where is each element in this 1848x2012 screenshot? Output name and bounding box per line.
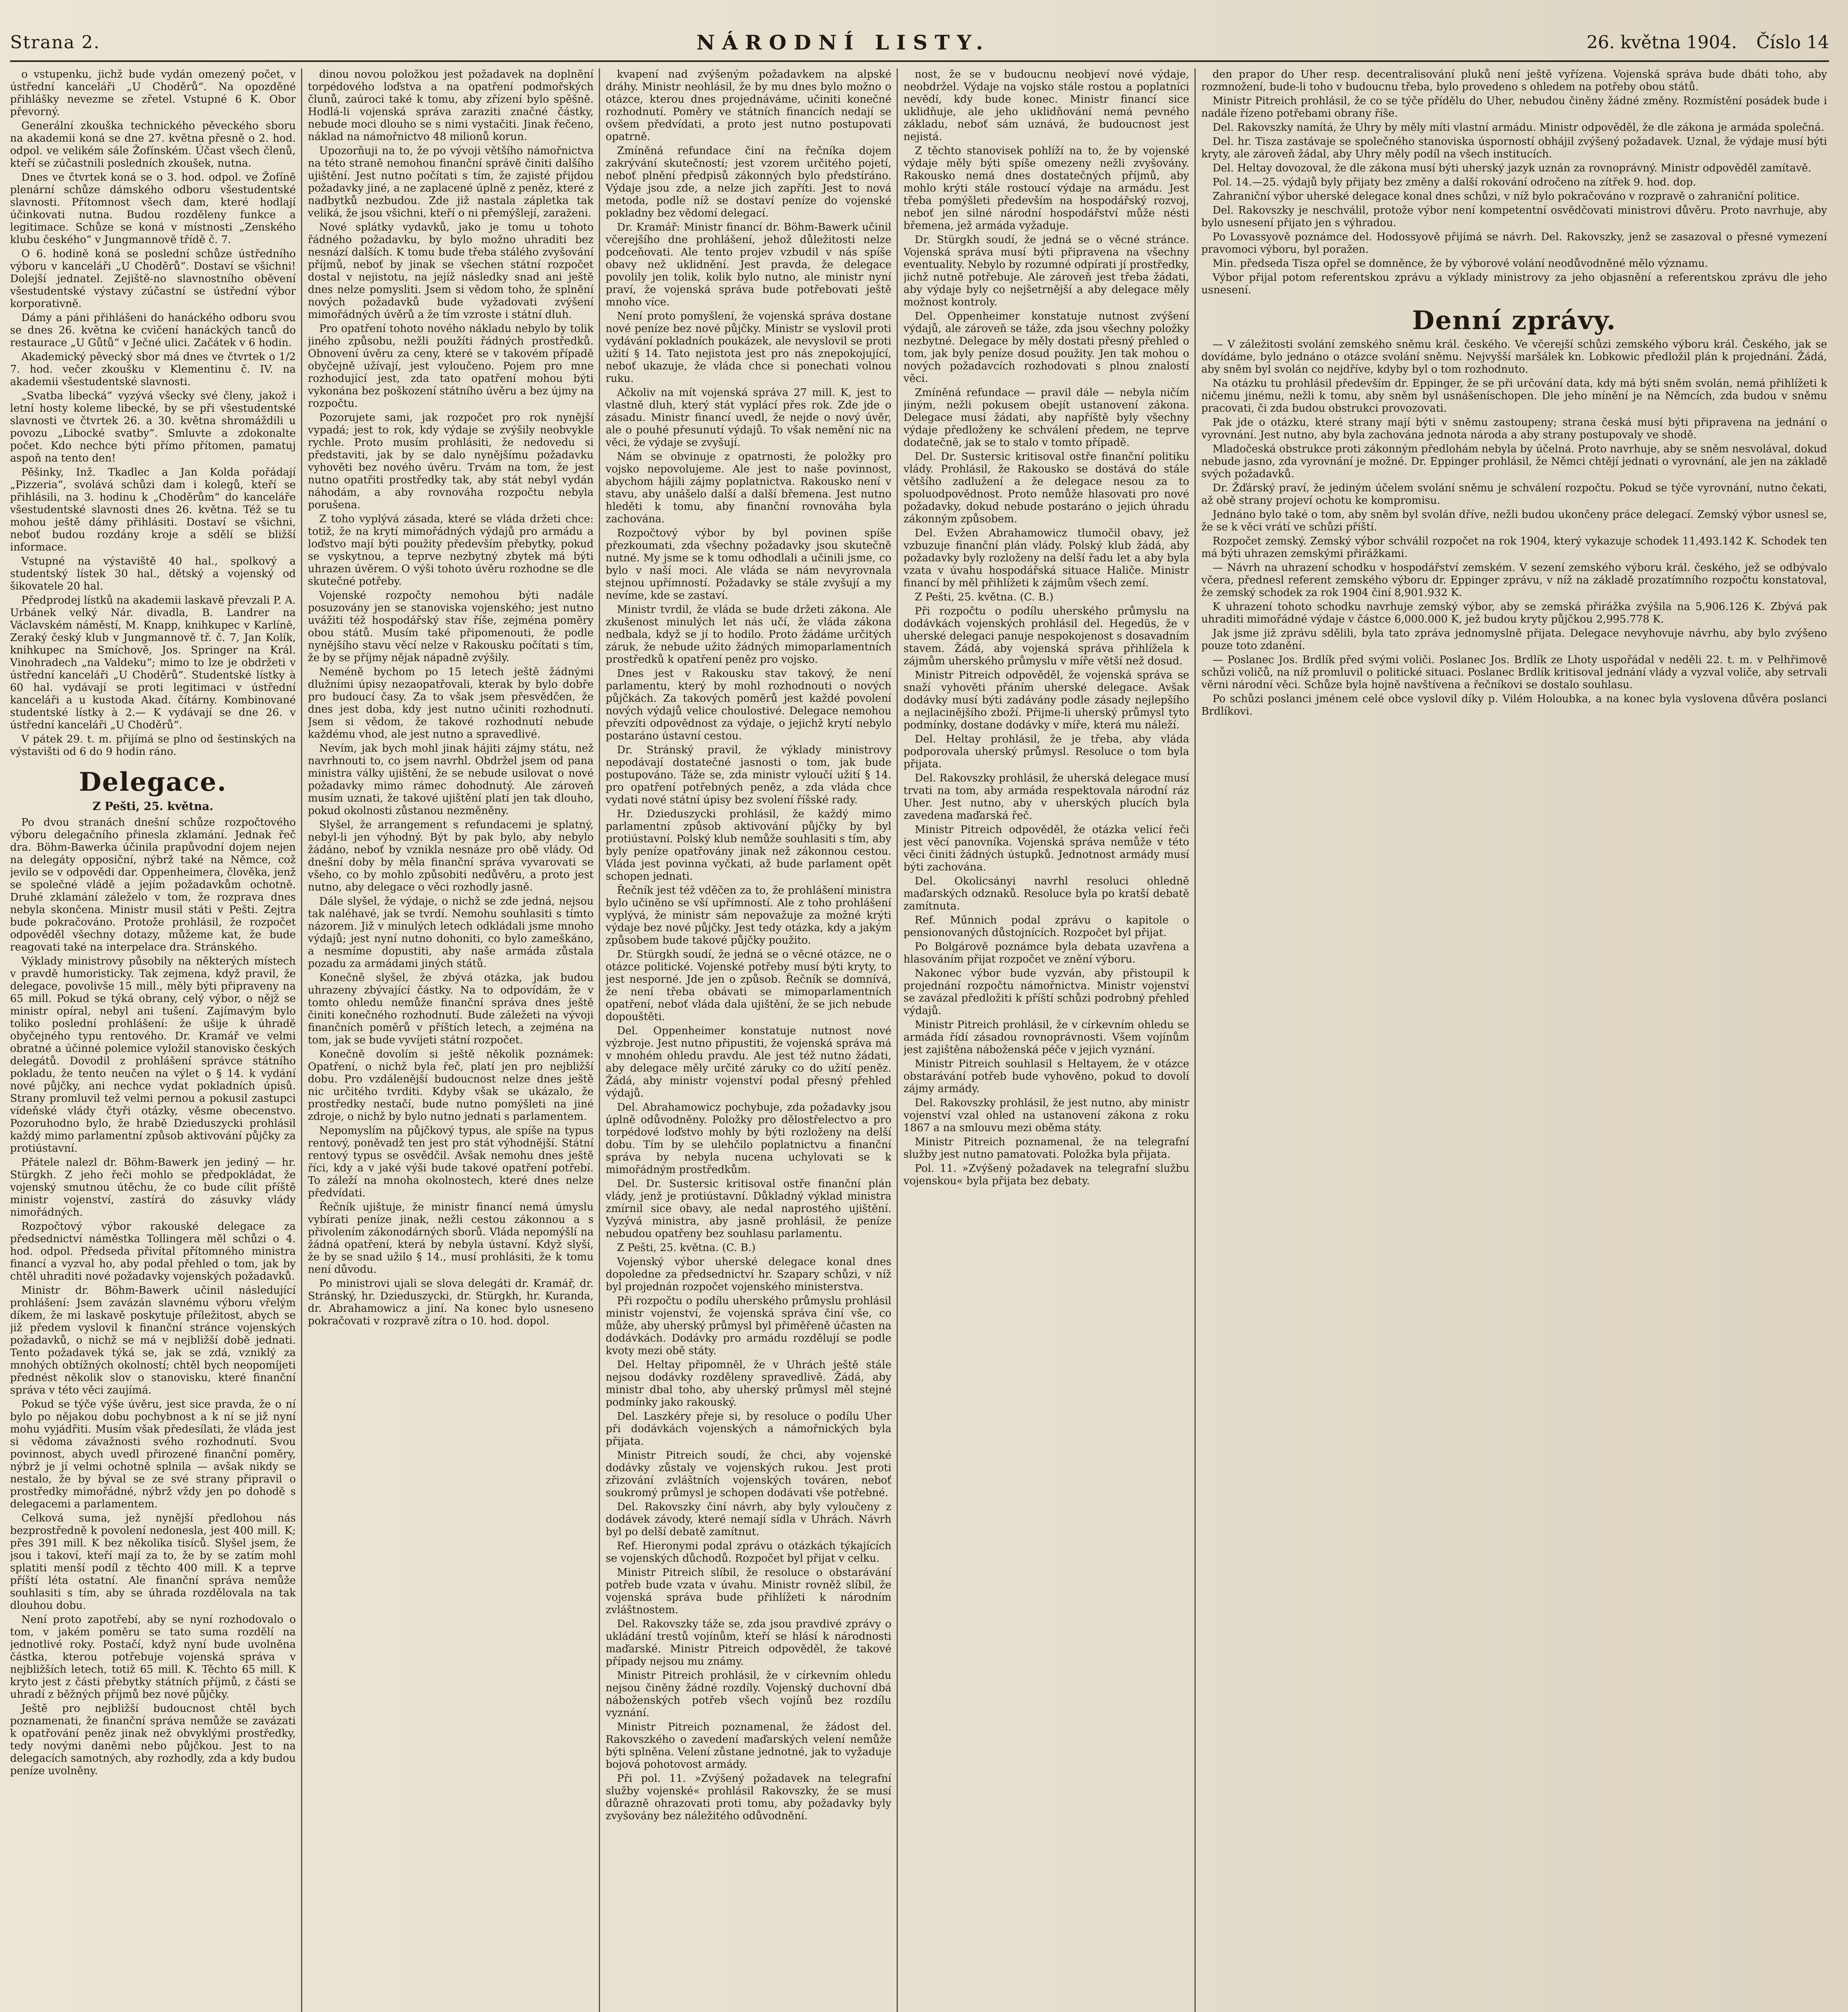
article-paragraph: Ministr Pitreich poznamenal, že na telegrafní služby jest nutno pamatovati. Položka byla přijata. — [903, 1136, 1189, 1161]
column-rule — [897, 68, 898, 2012]
article-paragraph: Ministr Pitreich prohlásil, že co se týče přídělu do Uher, nebudou činěny žádné změny. Rozmístění posádek bude i nadále řízeno potřebami obrany říše. — [1201, 95, 1827, 120]
article-paragraph: Ministr Pitreich prohlásil, že v církevním ohledu se armáda řídí zásadou rovnoprávnosti. Všem vojínům jest zajištěna náboženská péče v jejich vyznání. — [903, 1019, 1189, 1056]
article-paragraph: Výklady ministrovy působily na některých místech v pravdě humoristicky. Tak zejmena, když pravil, že delegace, povolivše 15 mill., měly býti připraveny na 65 mill. Pokud se týká obrany, celý výbor, o nějž se ministr opíral, nebyl ani tušení. Zajímavým bylo toliko poslední prohlášení: že ušije k úhradě obyčejného typu rentového. Dr. Kramář ve velmi obratné a účinné polemice vyložil stanovisko českých delegátů. Dovodil z prohlášení správce státního pokladu, že tento neučen na výlet o § 14. k vydání nové půjčky, ani nechce vydat pokladních úpisů. Strany promluvil tež velmi pernou a pokusil zastupci vídeňské vlády čtyři otázky, věsme obecenstvo. Pozoruhodno bylo, že hrabě Dzieduszycki prohlásil každý mimo parlamentní způsob aktivování půjčky za protiústavní. — [10, 955, 296, 1154]
section-title-denni-zpravy: Denní zprávy. — [1412, 305, 1617, 336]
column-5 — [1201, 68, 1827, 2012]
article-paragraph: Dr. Stürgkh soudí, že jedná se o věcné stránce. Vojenská správa musí býti připravena na všechny eventuality. Nebylo by rozumné odpírati jí prostředky, jichž nutně potřebuje. Ale zároveň jest třeba žádati, aby výdaje byly co nejšetrnější a aby delegace měly možnost kontroly. — [903, 234, 1189, 308]
article-paragraph: Del. Rakovszky prohlásil, že uherská delegace musí trvati na tom, aby armáda respektovala národní ráz Uher. Jest nutno, aby v uherských plucích byla zavedena maďarská řeč. — [903, 772, 1189, 822]
article-paragraph: Nevím, jak bych mohl jinak hájiti zájmy státu, než navrhnouti to, co jsem navrhl. Obdržel jsem od pana ministra války ujištění, že se nebude usilovat o nové požadavky mimo rámec dohodnutý. Ale zároveň musím uznati, že takové ujištění platí jen tak dlouho, pokud okolnosti zůstanou nezměněny. — [308, 742, 594, 817]
article-paragraph: Ačkoliv na mít vojenská správa 27 mill. K, jest to vlastně dluh, který stát vyplácí přes rok. Zde jde o zásadu. Ministr financí uvedl, že nejde o nový úvěr, ale o pouhé přesunutí výdajů. To však nemění nic na věci, že výdaje se zvyšují. — [606, 387, 891, 449]
article-paragraph: Generální zkouška technického pěveckého sboru na akademii koná se dne 27. května přesně o 2. hod. odpol. ve velikém sále Žofínském. Účast všech členů, kteří se zúčastnili posledních zkoušek, nutna. — [10, 120, 296, 169]
article-paragraph: V pátek 29. t. m. přijímá se plno od šestinských na výstavišti od 6 do 9 hodin ráno. — [10, 733, 296, 758]
article-paragraph: Ministr Pitreich slíbil, že resoluce o obstarávání potřeb bude vzata v úvahu. Ministr rovněž slíbil, že vojenská správa bude přihlížeti k národním zvláštnostem. — [606, 1567, 891, 1616]
article-paragraph: Vojenský výbor uherské delegace konal dnes dopoledne za předsednictví hr. Szapary schůzi, v níž byl projednán rozpočet vojenského ministerstva. — [606, 1256, 891, 1293]
article-paragraph: Ministr Pitreich odpověděl, že otázka velicí řeči jest věcí panovníka. Vojenská správa nemůže v této věci činiti žádných ústupků. Jednotnost armády musí býti zachována. — [903, 824, 1189, 873]
article-paragraph: Po ministrovi ujali se slova delegáti dr. Kramář, dr. Stránský, hr. Dzieduszycki, dr. Stürgkh, hr. Kuranda, dr. Abrahamowicz a jiní. Na konec bylo usneseno pokračovati v rozpravě zítra o 10. hod. dopol. — [308, 1278, 594, 1327]
issue-number: Číslo 14 — [1756, 32, 1829, 53]
article-paragraph: „Svatba libecká“ vyzývá všecky své členy, jakož i letní hosty koleme libecké, by se při všestudentské slavnosti ve čtvrtek 26. a 30. května shromáždili u povozu „Libocké svatby“. Smluvte a zdokonalte počet. Kdo nechce býti přímo přítomen, pamatuj aspoň na tento den! — [10, 390, 296, 464]
page-number: Strana 2. — [10, 32, 100, 53]
article-paragraph: Pak jde o otázku, které strany mají býti v sněmu zastoupeny; strana česká musí býti připravena na jednání o vyrovnání. Jest nutno, aby byla zachována jednota národa a aby strany postupovaly ve shodě. — [1201, 416, 1827, 441]
masthead-title: NÁRODNÍ LISTY. — [696, 30, 990, 54]
article-paragraph: Dr. Stránský pravil, že výklady ministrovy nepodávají dostatečné jasnosti o tom, jak bude postupováno. Táže se, zda ministr vyloučí užití § 14. pro opatření potřebných peněz, a zda vláda chce vydati nové státní úpisy bez svolení říšské rady. — [606, 744, 891, 806]
column-2 — [308, 68, 594, 2012]
article-paragraph: Zmíněná refundace — pravil dále — nebyla ničím jiným, nežli pokusem obejít ustanovení zákona. Delegace musí žádati, aby napříště byly všechny výdaje předloženy ke schválení předem, ne teprve dodatečně, jak se to stalo v tomto případě. — [903, 387, 1189, 449]
article-paragraph: Dr. Žďárský praví, že jediným účelem svolání sněmu je schválení rozpočtu. Pokud se týče vyrovnání, nutno čekati, až obě strany projeví ochotu ke kompromisu. — [1201, 482, 1827, 507]
page-header — [10, 28, 1829, 56]
article-paragraph: Předprodej lístků na akademii laskavě převzali P. A. Urbánek velký Nár. divadla, B. Landrer na Václavském náměstí, M. Knapp, knihkupec v Karlíně, Zeraký český klub v Jungmannově tř. č. 7, Jan Kolík, knihkupec na Smíchově, Jos. Springer na Král. Vinohradech „na Valdeku“; mimo to lze je obdržeti v ústřední kanceláři „U Choděrů“. Studentské lístky à 60 hal. vydávají se proti legitimaci v ústřední kanceláři a u kustoda Akad. čítárny. Kombinované studentské lístky à 2.— K vydávají se dne 26. v ústřední kanceláři „U Choděrů“. — [10, 594, 296, 731]
column-2-articles — [308, 68, 594, 1328]
article-paragraph: Slyšel, že arrangement s refundacemi je splatný, nebyl-li jen výhodný. Být by pak bylo, aby nebylo žádáno, neboť by vznikla nesnáze pro obě vlády. Od dnešní doby by měla finanční správa vyvarovati se všeho, co by mohlo způsobiti nedůvěru, a proto jest nutno, aby delegace o věci rozhodly jasně. — [308, 819, 594, 893]
article-paragraph: o vstupenku, jichž bude vydán omezený počet, v ústřední kanceláři „U Choděrů“. Na opozděné přihlášky nevezme se zřetel. Vstupné 6 K. Obor převorný. — [10, 68, 296, 118]
article-paragraph: Vstupné na výstaviště 40 hal., spolkový a studentský lístek 30 hal., dětský a vojenský od šikovatele 20 hal. — [10, 555, 296, 592]
article-paragraph: Akademický pěvecký sbor má dnes ve čtvrtek o 1/2 7. hod. večer zkoušku v Klementinu č. IV. na akademii všestudentské slavnosti. — [10, 351, 296, 388]
article-paragraph: O 6. hodině koná se poslední schůze ústředního výboru v kanceláři „U Choděrů“. Dostaví se všichni! Dolejší jednatel. Zejiště-no slavnostního oběvení všestudentské výstavy zúčastní se ústřední výbor korporativně. — [10, 248, 296, 310]
article-paragraph: Zahraniční výbor uherské delegace konal dnes schůzi, v níž bylo pokračováno v rozpravě o zahraniční politice. — [1213, 190, 1800, 202]
article-paragraph: Výbor přijal potom referentskou zprávu a výklady ministrovy za jeho objasnění a referentskou zprávu dle jeho usnesení. — [1201, 272, 1827, 296]
column-4 — [903, 68, 1189, 2012]
article-paragraph: Dnes ve čtvrtek koná se o 3. hod. odpol. ve Žofíně plenární schůze dámského odboru všestudentské slavnosti. Přítomnost všech dam, které hodlají účinkovati nutna. Budou rozděleny funkce a legitimace. Schůze se koná v místnosti „Zenského klubu českého“ v Jungmannově třídě č. 7. — [10, 171, 296, 246]
article-paragraph: Pěšinky, Inž. Tkadlec a Jan Kolda pořádají „Pizzeria“, svolává schůzi dam i kolegů, kteří se přihlásili, na 3. hodinu k „Choděrům“ do kanceláře všestudentské slavnosti dnes 26. května. Též se tu mohou ještě dámy přihlásiti. Dostaví se všichni, neboť budou rozdány kroje a sdělí se bližší informace. — [10, 466, 296, 553]
article-paragraph: Z Pešti, 25. května. (C. B.) — [617, 1242, 756, 1254]
article-paragraph: Ministr tvrdil, že vláda se bude držeti zákona. Ale zkušenost minulých let nás učí, že vláda zákona nedbala, když se jí to hodilo. Proto žádáme určitých záruk, že nebude užito žádných mimoparlamentních prostředků k opatření peněz pro vojsko. — [606, 604, 891, 666]
article-paragraph: dinou novou položkou jest požadavek na doplnění torpédového loďstva a na opatření podmořských člunů, zaúroci také k tomu, aby zřízení bylo spěšně. Hodlá-li vojenská správa zaraziti značné částky, nebude moci dlouho se s nimi vystačiti. Jinak řečeno, náklad na námořnictvo 48 milionů korun. — [308, 68, 594, 143]
article-paragraph: Jak jsme již zprávu sdělili, byla tato zpráva jednomyslně přijata. Delegace nevyhovuje návrhu, aby bylo zvýšeno pouze toto zdanění. — [1201, 627, 1827, 652]
column-rule — [599, 68, 600, 2012]
article-paragraph: Nové splátky vydavků, jako je tomu u tohoto řádného požadavku, by bylo možno uhraditi bez nesnází dalších. K tomu bude třeba stálého zvyšování příjmů, neboť by jinak se všechen státní rozpočet dostal v nejistotu, na jejíž následky snad ani ještě dnes nelze pomysliti. Jsem si vědom toho, že splnění nových požadavků bude vyžadovati zvýšení mimořádných úvěrů a že tím vzroste i státní dluh. — [308, 221, 594, 321]
article-paragraph: Při rozpočtu o podílu uherského průmyslu na dodávkách vojenských prohlásil del. Hegedüs, že v uherské delegaci panuje nespokojenost s dosavadním stavem. Žádá, aby vojenská správa přihlížela k zájmům uherského průmyslu v míře větší než dosud. — [903, 605, 1189, 667]
article-paragraph: Mladočeská obstrukce proti zákonným předlohám nebyla by účelná. Proto navrhuje, aby se sněm nesvolával, dokud nebude jasno, zda vyrovnání je možné. Dr. Eppinger prohlásil, že Němci chtějí jednati o vyrovnání, ale jen na základě svých požadavků. — [1201, 443, 1827, 480]
article-paragraph: Ref. Műnnich podal zprávu o kapitole o pensionovaných důstojnících. Rozpočet byl přijat. — [903, 914, 1189, 939]
article-paragraph: Nepomyslím na půjčkový typus, ale spíše na typus rentový, poněvadž ten jest pro stát výhodnější. Státní rentový typus se osvědčil. Avšak nemohu dnes ještě říci, kdy a v jaké výši bude takové opatření potřebí. To záleží na mnoha okolnostech, které dnes nelze předvídati. — [308, 1125, 594, 1199]
article-paragraph: Přátele nalezl dr. Böhm-Bawerk jen jediný — hr. Stürgkh. Z jeho řeči mohlo se předpokládat, že vojenský smutnou útěchu, že co bude cílit příště ministr vojenství, zastírá do zásuvky vlády nimořádných. — [10, 1156, 296, 1218]
article-paragraph: Del. Heltay dovozoval, že dle zákona musí býti uherský jazyk uznán za rovnoprávný. Ministr odpověděl zamítavě. — [1213, 162, 1811, 174]
article-paragraph: Dámy a páni přihlášeni do hanáckého odboru svou se dnes 26. května ke cvičení hanáckých tanců do restaurace „U Gůtů“ v Ječné ulici. Začátek v 6 hodin. — [10, 312, 296, 349]
article-paragraph: nost, že se v budoucnu neobjeví nové výdaje, neobdržel. Výdaje na vojsko stále rostou a poplatníci nevědí, kdy bude konec. Ministr financí sice uklidňuje, ale jeho uklidňování nemá pevného základu, neboť sám uznává, že budoucnost jest nejistá. — [903, 68, 1189, 143]
article-paragraph: Konečně slyšel, že zbývá otázka, jak budou uhrazeny zbývající částky. Na to odpovídám, že v tomto ohledu nemůže finanční správa dnes ještě činiti konečného rozhodnutí. Bude záležeti na vývoji finančních poměrů v příštích letech, a zejména na tom, jak se bude vyvíjeti státní rozpočet. — [308, 972, 594, 1046]
article-paragraph: Dále slyšel, že výdaje, o nichž se zde jedná, nejsou tak naléhavé, jak se tvrdí. Nemohu souhlasiti s tímto názorem. Již v minulých letech odkládali jsme mnoho výdajů; jest nyní nutno dohoniti, co bylo zameškáno, a nesmíme dopustiti, aby naše armáda zůstala pozadu za armádami jiných států. — [308, 895, 594, 970]
article-paragraph: — Poslanec Jos. Brdlík před svými voliči. Poslanec Jos. Brdlík ze Lhoty uspořádal v neděli 22. t. m. v Pelhřimově schůzi voličů, na níž promluvil o politické situaci. Poslanec Brdlík kritisoval jednání vlády a vyzval voliče, aby setrvali věrni národní věci. Schůze byla hojně navštívena a řečníkovi se dostalo souhlasu. — [1201, 654, 1827, 691]
article-paragraph: Při rozpočtu o podílu uherského průmyslu prohlásil ministr vojenství, že vojenská správa činí vše, co může, aby uherský průmysl byl přiměřeně účasten na dodávkách. Dodávky pro armádu rozdělují se podle kvoty mezi obě státy. — [606, 1295, 891, 1357]
article-paragraph: Rozpočtový výbor rakouské delegace za předsednictví náměstka Tollingera měl schůzi o 4. hod. odpol. Předseda přivítal přítomného ministra financí a vyzval ho, aby podal přehled o tom, jak by chtěl uhraditi nové požadavky vojenských požadavků. — [10, 1220, 296, 1282]
article-paragraph: kvapení nad zvýšeným požadavkem na alpské dráhy. Ministr neohlásil, že by mu dnes bylo možno o otázce, kterou dnes projednáváme, učiniti konečné rozhodnutí. Poměry ve státních financích nedají se ovšem předvídati, a proto jest nutno postupovati opatrně. — [606, 68, 891, 143]
article-paragraph: Min. předseda Tisza opřel se domněnce, že by výborové volání neodůvodněné mělo významu. — [1213, 258, 1708, 270]
article-paragraph: Hr. Dzieduszycki prohlásil, že každý mimo parlamentní způsob aktivování půjčky by byl protiústavní. Polský klub nemůže souhlasiti s tím, aby byly peníze opatřovány jinak než zákonnou cestou. Vláda jest povinna vyčkati, až bude parlament opět schopen jednati. — [606, 808, 891, 882]
column-4-articles — [903, 68, 1189, 1187]
article-paragraph: Del. Rakovszky táže se, zda jsou pravdivé zprávy o ukládání trestů vojínům, kteří se hlásí k národnosti maďarské. Ministr Pitreich odpověděl, že takové případy nejsou mu známy. — [606, 1618, 891, 1668]
article-paragraph: Zmíněná refundace činí na řečníka dojem zakrývání skutečností; jest vzorem určitého pojetí, neboť plnění předpisů zákonných bylo předstíráno. Výdaje jsou zde, a nelze jich zapříti. Jest to nová metoda, podle níž se dostaví peníze do vojenské pokladny bez vědomí delegací. — [606, 145, 891, 219]
article-paragraph: Z toho vyplývá zásada, které se vláda držeti chce: totiž, že na krytí mimořádných výdajů pro armádu a loďstvo mají býti použity především přebytky, pokud se vyskytnou, a teprve nezbytný zbytek má býti uhrazen úvěrem. O výši tohoto úvěru rozhodne se dle skutečné potřeby. — [308, 513, 594, 588]
article-paragraph: Rozpočet zemský. Zemský výbor schválil rozpočet na rok 1904, který vykazuje schodek 11,493.142 K. Schodek ten má býti uhrazen zemskými přirážkami. — [1201, 535, 1827, 560]
article-paragraph: K uhrazení tohoto schodku navrhuje zemský výbor, aby se zemská přirážka zvýšila na 5,906.126 K. Zbývá pak uhraditi mimořádné výdaje v částce 6,000.000 K, jež budou kryty půjčkou 2,995.778 K. — [1201, 601, 1827, 625]
column-3-articles — [606, 68, 891, 1822]
header-right — [1586, 32, 1829, 53]
article-paragraph: Del. Oppenheimer konstatuje nutnost zvýšení výdajů, ale zároveň se táže, zda jsou všechny položky nezbytné. Delegace by měly dostati přesný přehled o tom, jak byly peníze dosud použity. Jen tak mohou o nových požadavcích rozhodovati s plnou znalostí věci. — [903, 310, 1189, 385]
issue-date: 26. května 1904. — [1586, 32, 1737, 53]
article-paragraph: Dr. Kramář: Ministr financí dr. Böhm-Bawerk učinil včerejšího dne prohlášení, jehož důležitosti nelze podceňovati. Ale tento projev vzbudil v nás spíše obavy než uklidnění. Jest pravda, že delegace povolily jen tolik, kolik bylo nutno, ale ministr nyní praví, že vojenská správa bude potřebovati ještě mnoho více. — [606, 221, 891, 308]
article-paragraph: Dr. Stürgkh soudí, že jedná se o věcné otázce, ne o otázce politické. Vojenské potřeby musí býti kryty, to jest nesporné. Jde jen o způsob. Řečník se domnívá, že není třeba obávati se mimoparlamentních opatření, neboť vláda dala ujištění, že se jich nebude dopouštěti. — [606, 948, 891, 1023]
article-paragraph: Del. Oppenheimer konstatuje nutnost nové výzbroje. Jest nutno připustiti, že vojenská správa má v mnohém ohledu pravdu. Ale jest též nutno žádati, aby delegace měly určité záruky co do užití peněz. Žádá, aby ministr vojenství podal přesný přehled výdajů. — [606, 1025, 891, 1099]
article-paragraph: — Návrh na uhrazení schodku v hospodářství zemském. V sezení zemského výboru král. českého, jež se odbývalo včera, přednesl referent zemského výboru dr. Eppinger zprávu, v níž na základě prozatímního rozpočtu konstatoval, že zemský schodek za rok 1904 činí 8,901.932 K. — [1201, 562, 1827, 599]
article-paragraph: Po schůzi poslanci jménem celé obce vyslovil díky p. Vilém Holoubka, a na konec byla vyslovena důvěra poslanci Brdlíkovi. — [1201, 693, 1827, 717]
article-paragraph: Del. Heltay prohlásil, že je třeba, aby vláda podporovala uherský průmysl. Resoluce o tom byla přijata. — [903, 733, 1189, 770]
article-paragraph: Pozorujete sami, jak rozpočet pro rok nynější vypadá; jest to rok, kdy výdaje se zvýšily neobvykle rychle. Proto musím prohlásiti, že nedovedu si představiti, jak by se dalo nynějšímu požadavku vyhověti bez nového úvěru. Trvám na tom, že jest nutno opatřiti prostředky tak, aby stát nebyl vydán náhodám, a aby rovnováha rozpočtu nebyla porušena. — [308, 412, 594, 511]
article-paragraph: Řečník ujištuje, že ministr financí nemá úmyslu vybírati peníze jinak, nežli cestou zákonnou a s přivolením zákonodárných sborů. Vláda nepomýšlí na žádná opatření, která by nebyla ústavní. Když slyší, že by se snad užilo § 14., musí prohlásiti, že k tomu není důvodu. — [308, 1201, 594, 1276]
article-paragraph: Del. Dr. Sustersic kritisoval ostře finanční plán vlády, jenž je protiústavní. Důkladný výklad ministra zmírnil sice obavy, ale nedal naprostého ujištění. Vyzývá ministra, aby jasně prohlásil, že peníze nebudou opatřeny bez souhlasu parlamentu. — [606, 1178, 891, 1240]
article-paragraph: Rozpočtový výbor by byl povinen spíše přezkoumati, zda všechny požadavky jsou skutečně nutné. My jsme se k tomu odhodlali a učinili jsme, co bylo v naší moci. Ale vláda se nám nevyrovnala stejnou upřímností. Požadavky se stále zvyšují a my nevíme, kde se zastaví. — [606, 527, 891, 602]
article-paragraph: Pokud se týče výše úvěru, jest sice pravda, že o ní bylo po nějakou dobu pochybnost a k ní se již nyní mohu vyjádřiti. Musím však předesílati, že vláda jest si vědoma závažnosti svého rozhodnutí. Svou povinnost, abych uvedl přirozené finanční poměry, nýbrž je jí velmi ochotně splnila — avšak nikdy se nestalo, že by býval se ze své strany připravil o prostředky mimořádné, nýbrž vždy jen po dohodě s delegacemi a parlamentem. — [10, 1398, 296, 1510]
article-paragraph: Del. Rakovszky namítá, že Uhry by měly míti vlastní armádu. Ministr odpověděl, že dle zákona je armáda společná. — [1213, 122, 1824, 134]
article-paragraph: den prapor do Uher resp. decentralisování pluků není ještě vyřízena. Vojenská správa bude dbáti toho, aby rozmnožení, bude-li toho v budoucnu třeba, bylo provedeno s ohledem na potřeby obou států. — [1201, 68, 1827, 93]
article-paragraph: Vojenské rozpočty nemohou býti nadále posuzovány jen se stanoviska vojenského; jest nutno uvážiti též hospodářský stav říše, zejména poměry obou států. Musím také připomenouti, že podle nynějšího stavu věcí nelze v Rakousku počítati s tím, že by se příjmy nějak nápadně zvýšily. — [308, 590, 594, 664]
article-paragraph: Celková suma, jež nynější předlohou nás bezprostředně k povolení nedonesla, jest 400 mill. K; přes 391 mill. K bez několika tisíců. Slyšel jsem, že jsou i takoví, kteří mají za to, že by se zatím mohl splatiti menší podíl z těchto 400 mill. K a teprve příští léta ostatní. Ale finanční správa nemůže souhlasiti s tím, aby se úhrada rozdělovala na tak dlouhou dobu. — [10, 1512, 296, 1612]
article-paragraph: Del. hr. Tisza zastávaje se společného stanoviska úsporností obhájil zvýšený požadavek. Uznal, že výdaje musí býti kryty, ale zároveň žádal, aby Uhry měly podíl na všech institucích. — [1201, 136, 1827, 160]
column-5-articles — [1201, 68, 1827, 297]
article-paragraph: Del. Rakovszky činí návrh, aby byly vyloučeny z dodávek závody, které nemají sídla v Uhrách. Návrh byl po delší debatě zamítnut. — [606, 1501, 891, 1538]
article-paragraph: Pol. 14.—25. výdajů byly přijaty bez změny a další rokování odročeno na zítřek 9. hod. dop. — [1213, 176, 1696, 188]
article-paragraph: Del. Abrahamowicz pochybuje, zda požadavky jsou úplně odůvodněny. Položky pro dělostřelectvo a pro torpédové loďstvo mohly by býti rozloženy na delší dobu. Tím by se ulehčilo poplatnictvu a finanční správa by nebyla nucena uchylovati se k mimořádným prostředkům. — [606, 1101, 891, 1176]
article-paragraph: Nakonec výbor bude vyzván, aby přistoupil k projednání rozpočtu námořnictva. Ministr vojenství se zavázal předložiti k příští schůzi podrobný přehled výdajů. — [903, 967, 1189, 1017]
article-paragraph: Z Pešti, 25. května. (C. B.) — [915, 591, 1054, 603]
column-1 — [10, 68, 296, 2012]
column-5-news-articles — [1201, 338, 1827, 718]
column-3 — [606, 68, 891, 2012]
article-paragraph: Pol. 11. »Zvýšený požadavek na telegrafní službu vojenskou« byla přijata bez debaty. — [903, 1163, 1189, 1187]
article-paragraph: Nám se obvinuje z opatrnosti, že položky pro vojsko nepovolujeme. Ale jest to naše povinnost, abychom hájili zájmy poplatnictva. Rakousko není v stavu, aby unášelo další a další břemena. Jest nutno hleděti k tomu, aby finanční rovnováha byla zachována. — [606, 451, 891, 525]
header-rule — [10, 60, 1829, 62]
column-1-delegace-articles — [10, 816, 296, 1777]
article-paragraph: Jednáno bylo také o tom, aby sněm byl svolán dříve, nežli budou ukončeny práce delegací. Zemský výbor usnesl se, že se k věci vrátí ve schůzi příští. — [1201, 509, 1827, 533]
article-paragraph: Ref. Hieronymi podal zprávu o otázkách týkajících se vojenských důchodů. Rozpočet byl přijat v celku. — [606, 1540, 891, 1565]
article-paragraph: Ministr Pitreich poznamenal, že žádost del. Rakovszkého o zavedení maďarských velení nemůže býti splněna. Velení zůstane jednotné, jak to vyžaduje bojová pohotovost armády. — [606, 1721, 891, 1771]
article-paragraph: Del. Okolicsányi navrhl resoluci ohledně maďarských odznaků. Resoluce byla po kratší debatě zamítnuta. — [903, 875, 1189, 912]
article-paragraph: Del. Dr. Sustersic kritisoval ostře finanční politiku vlády. Prohlásil, že Rakousko se dostává do stále většího zadlužení a že delegace nesou za to spoluodpovědnost. Proto nemůže hlasovati pro nové požadavky, dokud nebude postaráno o jejich úhradu zákonným způsobem. — [903, 451, 1189, 525]
column-rule — [301, 68, 302, 2012]
article-paragraph: Ministr dr. Böhm-Bawerk učinil následující prohlášení: Jsem zavázán slavnému výboru vřelým díkem, že mi laskavě poskytuje příležitost, abych se již předem vyslovil k finanční stránce vojenských požadavků, o nichž se má v nejbližší době jednati. Tento požadavek týká se, jak se zdá, vzniklý za mnohých obtížných okolností; chtěl bych neopomíjeti přednést několik slov o stanovisku, které finanční správa v této věci zaujímá. — [10, 1284, 296, 1396]
article-paragraph: Konečně dovolím si ještě několik poznámek: Opatření, o nichž byla řeč, platí jen pro nejbližší dobu. Pro vzdálenější budoucnost nelze dnes ještě nic určitého tvrditi. Kdyby však se ukázalo, že prostředky nestačí, bude nutno pomýšleti na jiné zdroje, o nichž by bylo nutno jednati s parlamentem. — [308, 1048, 594, 1123]
article-paragraph: Ministr Pitreich souhlasil s Heltayem, že v otázce obstarávání potřeb bude vyhověno, pokud to dovolí zájmy armády. — [903, 1058, 1189, 1095]
section-dateline: Z Pešti, 25. května. — [92, 800, 214, 813]
column-rule — [1194, 68, 1196, 2012]
article-paragraph: Není proto pomyšlení, že vojenská správa dostane nové peníze bez nové půjčky. Ministr se vyslovil proti vydávání pokladních poukázek, ale nevyslovil se proti užití § 14. Tato nejistota jest pro nás znepokojující, neboť ukazuje, že vláda chce si ponechati volnou ruku. — [606, 310, 891, 385]
article-paragraph: Del. Rakovszky prohlásil, že jest nutno, aby ministr vojenství vzal ohled na ustanovení zákona z roku 1867 a na smlouvu mezi oběma státy. — [903, 1097, 1189, 1134]
section-title-delegace: Delegace. — [79, 767, 227, 797]
article-paragraph: Del. Rakovszky je neschválil, protože výbor není kompetentní osvědčovati ministrovi důvěru. Proto navrhuje, aby bylo usnesení přijato jen s výhradou. — [1201, 204, 1827, 229]
article-paragraph: Ministr Pitreich odpověděl, že vojenská správa se snaží vyhověti přáním uherské delegace. Avšak dodávky musí býti zadávány podle zásady nejlepšího a nejlacinějšího zboží. Přijme-li uherský průmysl tyto podmínky, dostane dodávky v míře, která mu náleží. — [903, 669, 1189, 731]
article-paragraph: Po Lovassyově poznámce del. Hodossyově přijímá se návrh. Del. Rakovszky, jenž se zasazoval o přesné vymezení pravomoci výboru, byl poražen. — [1201, 231, 1827, 256]
column-1-articles — [10, 68, 296, 758]
article-paragraph: Pro opatření tohoto nového nákladu nebylo by tolik jiného způsobu, nežli použíti řádných prostředků. Obnovení úvěru za ceny, které se v takovém případě obyčejně užívají, jest vyloučeno. Pojem pro mne rozhodující jest, zda tato opatření mohou býti vykonána bez poškození státního úvěru a bez újmy na rozpočtu. — [308, 323, 594, 410]
article-paragraph: Není proto zapotřebí, aby se nyní rozhodovalo o tom, v jakém poměru se tato suma rozdělí na jednotlivé roky. Postačí, když nyní bude uvolněna částka, kterou potřebuje vojenská správa v nejbližších letech, totiž 65 mill. K. Těchto 65 mill. K kryto jest z části přebytky státních příjmů, z části se uhradí z běžných příjmů bez nové půjčky. — [10, 1614, 296, 1701]
article-paragraph: Dnes jest v Rakousku stav takový, že není parlamentu, který by mohl rozhodnouti o nových půjčkách. Za takových poměrů jest každé povolení nových výdajů velice choulostivé. Delegace nemohou převzíti odpovědnost za výdaje, o jejichž krytí nebylo postaráno ústavní cestou. — [606, 668, 891, 742]
article-paragraph: Řečník jest též vděčen za to, že prohlášení ministra bylo učiněno se vší upřímností. Ale z toho prohlášení vyplývá, že ministr sám nepovažuje za možné krýti výdaje bez nové půjčky. Jest tedy otázka, kdy a jakým způsobem bude takové půjčky použito. — [606, 884, 891, 946]
article-paragraph: Neméně bychom po 15 letech ještě žádnými dlužními úpisy nezaopatřovali, kterak by bylo dobře pro budoucí časy. Za to však jsem přesvědčen, že dnes jest doba, kdy jest nutno učiniti rozhodnutí. Jsem si vědom, že takové rozhodnutí nebude každému vhod, ale jest nutno a spravedlivé. — [308, 666, 594, 740]
article-paragraph: Po Bolgárově poznámce byla debata uzavřena a hlasováním přijat rozpočet ve znění výboru. — [903, 941, 1189, 965]
article-paragraph: Po dvou stranách dnešní schůze rozpočtového výboru delegačního přinesla zklamání. Jednak řeč dra. Böhm-Bawerka účinila prapůvodní dojem nejen na delegáty opposiční, nýbrž také na Němce, což jevilo se v odpovědi dar. Oppenheimera, člověka, jenž se společné vládě a jejím požadavkům ochotně. Druhé zklamání záleželo v tom, že rozprava dnes nebyla skončena. Ministr musil státi v Pešti. Zejtra bude pokračováno. Protože prohlásil, že rozpočet odpověděl všechny dotazy, můžeme kat, že bude reagovati také na interpelace dra. Stránského. — [10, 816, 296, 953]
article-paragraph: Del. Laszkéry přeje si, by resoluce o podílu Uher při dodávkách vojenských a námořnických byla přijata. — [606, 1410, 891, 1447]
article-paragraph: Ministr Pitreich prohlásil, že v církevním ohledu nejsou činěny žádné rozdíly. Vojenský duchovní dbá náboženských potřeb všech vojínů bez rozdílu vyznání. — [606, 1670, 891, 1719]
article-paragraph: Upozorňuji na to, že po vývoji většího námořnictva na této straně nemohou finanční správě činiti dalšího ujištění. Jest nutno počítati s tím, že zajisté přijdou požadavky jiné, a ne zaplacené úplně z peněz, které z nadbytků nezbudou. Zde již nastala zápletka tak veliká, že jsou všichni, kteří o ni přemýšlejí, zaraženi. — [308, 145, 594, 219]
article-paragraph: Z těchto stanovisek pohlíží na to, že by vojenské výdaje měly býti spíše omezeny nežli zvyšovány. Rakousko nemá dnes dostatečných příjmů, aby mohlo krýti stále rostoucí výdaje na armádu. Jest třeba pomýšleti především na hospodářský rozvoj, neboť jen silné národní hospodářství může nésti břemena, jež armáda vyžaduje. — [903, 145, 1189, 232]
article-paragraph: — V záležitosti svolání zemského sněmu král. českého. Ve včerejší schůzi zemského výboru král. Českého, jak se dovídáme, bylo jednáno o otázce svolání sněmu. Nejvyšší maršálek kn. Lobkowic předložil plán k projednání. Žádá, aby sněm byl svolán co nejdříve, kdyby byl o tom rozhodnuto. — [1201, 338, 1827, 375]
article-paragraph: Na otázku tu prohlásil především dr. Eppinger, že se při určování data, kdy má býti sněm svolán, nemá přihlížeti k ničemu jinému, nežli k tomu, aby sněm byl usnášeníschopen. Dle jeho mínění je na Němcích, zda budou v sněmu pracovati, či zda budou obstrukci provozovati. — [1201, 377, 1827, 414]
article-paragraph: Při pol. 11. »Zvýšený požadavek na telegrafní služby vojenské« prohlásil Rakovszky, že se musí důrazně ohrazovati proti tomu, aby požadavky byly zvyšovány bez náležitého odůvodnění. — [606, 1773, 891, 1822]
article-paragraph: Ministr Pitreich soudí, že chci, aby vojenské dodávky zůstaly ve vojenských rukou. Jest proti zřizování zvláštních vojenských továren, neboť soukromý průmysl je schopen dodávati vše potřebné. — [606, 1449, 891, 1499]
article-paragraph: Ještě pro nejbližší budoucnost chtěl bych poznamenati, že finanční správa nemůže se zavázati k opatřování peněz jinak než obvyklými prostředky, tedy novými daněmi nebo půjčkou. Jest to na delegacích samotných, aby rozhodly, zda a kdy budou peníze uvolněny. — [10, 1703, 296, 1777]
article-paragraph: Del. Evžen Abrahamowicz tlumočil obavy, jež vzbuzuje finanční plán vlády. Polský klub žádá, aby požadavky byly rozloženy na delší řadu let a aby byla vzata v úvahu hospodářská situace Haliče. Ministr financí by měl přihlížeti k zájmům všech zemí. — [903, 527, 1189, 589]
article-paragraph: Del. Heltay připomněl, že v Uhrách ještě stále nejsou dodávky rozděleny spravedlivě. Žádá, aby ministr dbal toho, aby uherský průmysl měl stejné podmínky jako rakouský. — [606, 1359, 891, 1408]
